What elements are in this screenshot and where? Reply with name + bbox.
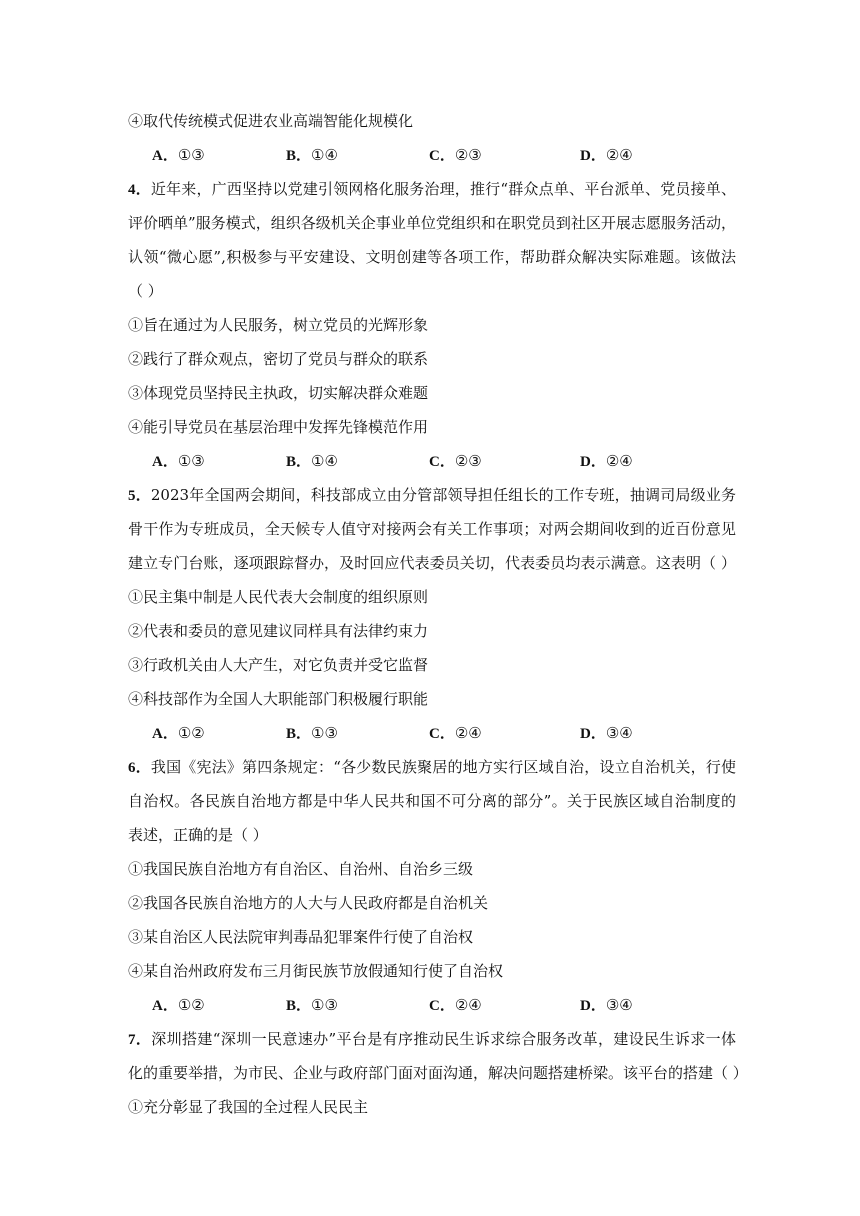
choice-value: ②③ xyxy=(454,146,482,164)
q7-option-1: ①充分彰显了我国的全过程人民民主 xyxy=(128,1098,369,1116)
choice-b[interactable] xyxy=(286,144,338,167)
choice-value: ①③ xyxy=(177,452,205,470)
choice-value: ①③ xyxy=(177,146,205,164)
choice-value: ②④ xyxy=(605,146,633,164)
choice-b[interactable] xyxy=(286,994,338,1017)
choice-a[interactable] xyxy=(152,722,205,745)
choice-label: D． xyxy=(580,148,606,164)
q5-option-2: ②代表和委员的意见建议同样具有法律约束力 xyxy=(128,622,429,640)
question-7-line-2: 化的重要举措，为市民、企业与政府部门面对面沟通，解决问题搭建桥梁。该平台的搭建（ ） xyxy=(128,1064,748,1082)
choice-label: B． xyxy=(286,998,312,1014)
choice-d[interactable] xyxy=(580,144,633,167)
choice-value: ①② xyxy=(177,724,205,742)
choice-label: D． xyxy=(580,998,606,1014)
choice-d[interactable] xyxy=(580,450,633,473)
choice-value: ①④ xyxy=(311,452,338,470)
choice-value: ①② xyxy=(177,996,205,1014)
question-number: 5． xyxy=(128,488,151,504)
question-5-line-3: 建立专门台账，逐项跟踪督办，及时回应代表委员关切，代表委员均表示满意。这表明（ ） xyxy=(128,554,736,572)
choice-c[interactable] xyxy=(429,450,482,473)
question-6-line-2: 自治权。各民族自治地方都是中华人民共和国不可分离的部分”。关于民族区域自治制度的 xyxy=(128,792,736,810)
choice-c[interactable] xyxy=(429,994,482,1017)
q3-option-4: ④取代传统模式促进农业高端智能化规模化 xyxy=(128,112,414,130)
choice-b[interactable] xyxy=(286,722,338,745)
question-text: 我国《宪法》第四条规定：“各少数民族聚居的地方实行区域自治，设立自治机关，行使 xyxy=(150,758,736,776)
question-number: 6． xyxy=(128,760,151,776)
q6-option-4: ④某自治州政府发布三月街民族节放假通知行使了自治权 xyxy=(128,962,504,980)
question-7-line-1 xyxy=(128,1028,736,1050)
q6-option-1: ①我国民族自治地方有自治区、自治州、自治乡三级 xyxy=(128,860,474,878)
q5-choices xyxy=(152,722,712,744)
q6-option-2: ②我国各民族自治地方的人大与人民政府都是自治机关 xyxy=(128,894,489,912)
question-4-line-2: 评价晒单”服务模式，组织各级机关企事业单位党组织和在职党员到社区开展志愿服务活动， xyxy=(128,214,736,232)
question-text: 深圳搭建“深圳一民意速办”平台是有序推动民生诉求综合服务改革，建设民生诉求一体 xyxy=(151,1030,736,1048)
q6-option-3: ③某自治区人民法院审判毒品犯罪案件行使了自治权 xyxy=(128,928,474,946)
q3-choices xyxy=(152,144,712,166)
choice-label: D． xyxy=(580,726,606,742)
q4-option-2: ②践行了群众观点，密切了党员与群众的联系 xyxy=(128,350,429,368)
choice-label: A． xyxy=(152,726,178,742)
q5-option-4: ④科技部作为全国人大职能部门积极履行职能 xyxy=(128,690,429,708)
choice-label: B． xyxy=(286,726,312,742)
question-text: 近年来，广西坚持以党建引领网格化服务治理，推行“群众点单、平台派单、党员接单、 xyxy=(150,180,736,198)
choice-c[interactable] xyxy=(429,722,482,745)
question-6-line-1 xyxy=(128,756,736,778)
choice-label: A． xyxy=(152,454,178,470)
q4-choices xyxy=(152,450,712,472)
choice-d[interactable] xyxy=(580,994,633,1017)
choice-value: ②④ xyxy=(454,996,482,1014)
choice-value: ①④ xyxy=(311,146,338,164)
choice-c[interactable] xyxy=(429,144,482,167)
choice-value: ②④ xyxy=(605,452,633,470)
choice-label: A． xyxy=(152,998,178,1014)
choice-label: B． xyxy=(286,454,312,470)
choice-a[interactable] xyxy=(152,450,205,473)
choice-label: B． xyxy=(286,148,312,164)
choice-label: A． xyxy=(152,148,178,164)
choice-label: C． xyxy=(429,454,455,470)
question-number: 7． xyxy=(128,1032,152,1048)
choice-label: D． xyxy=(580,454,606,470)
q5-option-3: ③行政机关由人大产生，对它负责并受它监督 xyxy=(128,656,429,674)
choice-value: ②③ xyxy=(454,452,482,470)
choice-b[interactable] xyxy=(286,450,338,473)
choice-label: C． xyxy=(429,998,455,1014)
choice-value: ①③ xyxy=(311,724,338,742)
choice-d[interactable] xyxy=(580,722,633,745)
question-6-line-3: 表述，正确的是（ ） xyxy=(128,826,268,844)
question-number: 4． xyxy=(128,182,151,198)
q5-option-1: ①民主集中制是人民代表大会制度的组织原则 xyxy=(128,588,429,606)
choice-value: ③④ xyxy=(605,996,633,1014)
question-text: 2023年全国两会期间，科技部成立由分管部领导担任组长的工作专班，抽调司局级业务 xyxy=(150,486,736,504)
choice-label: C． xyxy=(429,726,455,742)
question-4-line-3: 认领“微心愿”,积极参与平安建设、文明创建等各项工作，帮助群众解决实际难题。该做法 xyxy=(128,248,736,266)
choice-value: ③④ xyxy=(605,724,633,742)
question-5-line-2: 骨干作为专班成员，全天候专人值守对接两会有关工作事项；对两会期间收到的近百份意见 xyxy=(128,520,736,538)
choice-a[interactable] xyxy=(152,144,205,167)
q6-choices xyxy=(152,994,712,1016)
question-4-line-1 xyxy=(128,178,736,200)
choice-value: ①③ xyxy=(311,996,338,1014)
choice-value: ②④ xyxy=(454,724,482,742)
q4-option-4: ④能引导党员在基层治理中发挥先锋模范作用 xyxy=(128,418,429,436)
choice-label: C． xyxy=(429,148,455,164)
question-5-line-1 xyxy=(128,484,736,506)
q4-option-3: ③体现党员坚持民主执政，切实解决群众难题 xyxy=(128,384,429,402)
question-4-line-4: （ ） xyxy=(128,282,163,300)
choice-a[interactable] xyxy=(152,994,205,1017)
q4-option-1: ①旨在通过为人民服务，树立党员的光辉形象 xyxy=(128,316,429,334)
